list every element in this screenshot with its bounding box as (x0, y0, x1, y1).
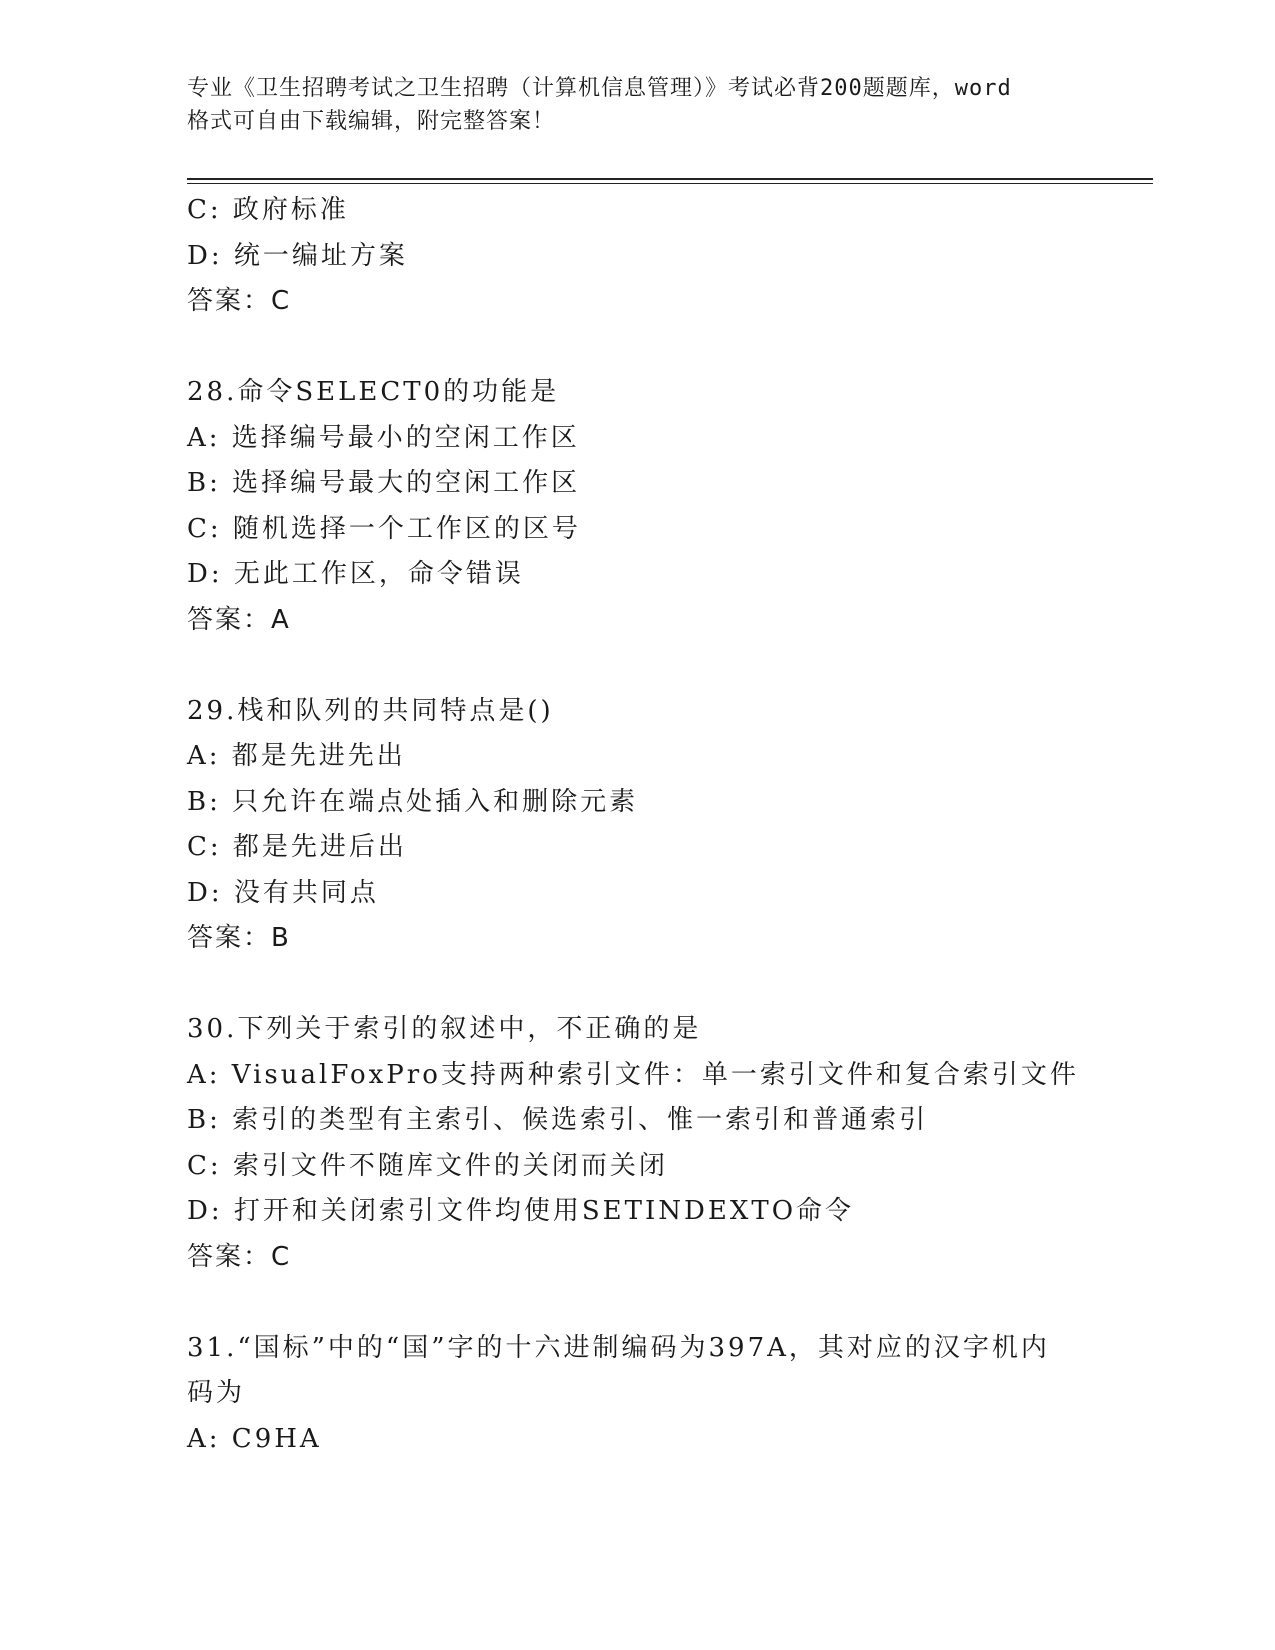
document-header (187, 72, 1087, 138)
question-30-stem: 30.下列关于索引的叙述中，不正确的是 (187, 1014, 702, 1044)
header-divider-thin (187, 183, 1153, 184)
prev-option-c: C: 政府标准 (187, 195, 349, 225)
question-28-stem: 28.命令SELECT0的功能是 (187, 377, 560, 407)
prev-option-d: D: 统一编址方案 (187, 240, 408, 271)
question-30-option-c: C: 索引文件不随库文件的关闭而关闭 (187, 1150, 668, 1181)
spacer (187, 962, 1127, 1008)
question-29-answer: 答案：B (187, 923, 291, 953)
header-line-1: 专业《卫生招聘考试之卫生招聘（计算机信息管理）》考试必背200题题库，word (187, 76, 1012, 101)
question-29-option-b: B: 只允许在端点处插入和删除元素 (187, 786, 639, 817)
question-28-option-b: B: 选择编号最大的空闲工作区 (187, 468, 581, 498)
question-30-option-b: B: 索引的类型有主索引、候选索引、惟一索引和普通索引 (187, 1105, 929, 1135)
header-divider-thick (187, 178, 1153, 180)
prev-answer: 答案：C (187, 286, 292, 316)
question-29-option-a: A: 都是先进先出 (187, 741, 406, 771)
spacer (187, 643, 1127, 689)
question-30-option-a: A: VisualFoxPro支持两种索引文件：单一索引文件和复合索引文件 (187, 1059, 1079, 1090)
question-29-option-c: C: 都是先进后出 (187, 832, 407, 862)
spacer (187, 325, 1127, 371)
question-28-answer: 答案：A (187, 604, 291, 635)
question-29-stem: 29.栈和队列的共同特点是() (187, 695, 554, 726)
question-28-option-d: D: 无此工作区，命令错误 (187, 559, 524, 589)
question-31-option-a: A: C9HA (187, 1423, 322, 1454)
question-31-stem-line-2: 码为 (187, 1378, 246, 1408)
question-30-answer: 答案：C (187, 1241, 292, 1272)
question-list (187, 188, 1127, 1462)
question-30-option-d: D: 打开和关闭索引文件均使用SETINDEXTO命令 (187, 1196, 855, 1226)
question-28-option-c: C: 随机选择一个工作区的区号 (187, 513, 581, 544)
question-28-option-a: A: 选择编号最小的空闲工作区 (187, 422, 580, 453)
header-line-2: 格式可自由下载编辑，附完整答案！ (187, 109, 556, 134)
question-29-option-d: D: 没有共同点 (187, 877, 379, 908)
question-31-stem-line-1: 31.“国标”中的“国”字的十六进制编码为397A，其对应的汉字机内 (187, 1332, 1050, 1363)
spacer (187, 1280, 1127, 1326)
